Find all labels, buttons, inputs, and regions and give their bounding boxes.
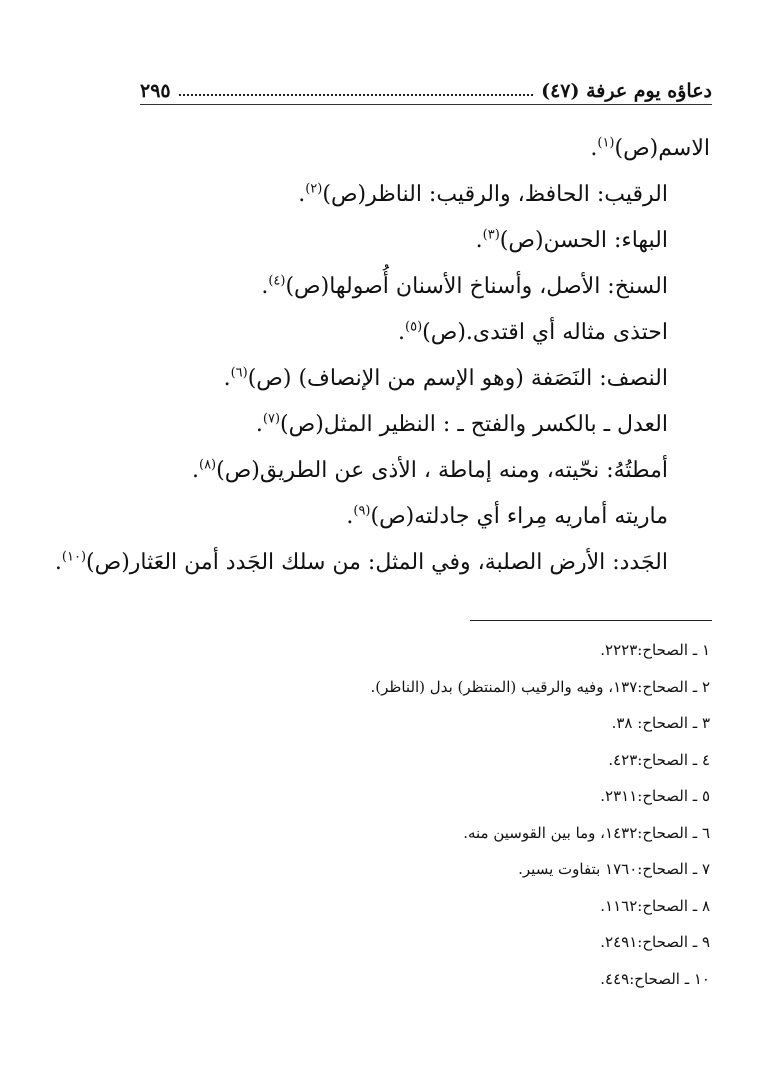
entry-text: احتذى مثاله أي اقتدى.(ص) [422,320,668,345]
footnote: ١ ـ الصحاح:٢٢٢٣. [600,641,710,659]
glossary-entry [130,310,710,356]
footnote-ref: (٨) [198,457,217,473]
footnote: ٥ ـ الصحاح:٢٣١١. [600,787,710,805]
entry-end: . [261,274,269,299]
glossary-entry [130,126,710,172]
glossary-entry [130,402,710,448]
header-rule [140,104,712,105]
glossary-entry [130,218,710,264]
footnote: ٣ ـ الصحاح: ٣٨. [611,714,710,732]
glossary-entry [130,172,710,218]
running-header [140,74,712,102]
entry-end: . [346,504,354,529]
entry-text: الاسم(ص) [614,136,710,161]
footnote: ٤ ـ الصحاح:٤٢٣. [608,750,710,769]
chapter-title: دعاؤه يوم عرفة (٤٧) [541,80,712,102]
dot-leader [179,93,533,96]
glossary-entry [130,264,710,310]
footnote-ref: (١٠) [61,549,87,565]
entry-end: . [298,182,306,207]
footnote-ref: (٧) [262,411,281,427]
entry-end: . [475,228,483,253]
footnote-ref: (١) [597,135,615,151]
footnote: ٩ ـ الصحاح:٢٤٩١. [600,933,710,951]
page-number: ٢٩٥ [140,80,171,102]
footnote-ref: (٥) [405,319,423,335]
footnotes [140,632,710,997]
footnote-separator [470,620,712,621]
entry-text: ماريته أماريه مِراء أي جادلته(ص) [370,504,668,529]
entry-text: النصف: النَصَفة (وهو الإسم من الإنصاف) (ص) [247,366,668,391]
entry-end: . [223,366,231,391]
entry-end: . [54,550,62,575]
entry-end: . [398,320,405,345]
footnote-ref: (٤) [268,273,286,289]
footnote-ref: (٩) [353,503,371,519]
glossary-entry [130,448,710,494]
footnote-ref: (٣) [482,227,500,243]
footnote: ٢ ـ الصحاح:١٣٧، وفيه والرقيب (المنتظر) بدل (الناظر). [370,677,710,696]
footnote: ٨ ـ الصحاح:١١٦٢. [600,896,710,915]
entry-text: العدل ـ بالكسر والفتح ـ : النظير المثل(ص) [280,412,668,437]
footnote: ١٠ ـ الصحاح:٤٤٩. [600,969,710,988]
entry-text: أمطتُهُ: نحّيته، ومنه إماطة ، الأذى عن الطريق(ص) [216,458,668,483]
glossary-entry [130,356,710,402]
footnote: ٦ ـ الصحاح:١٤٣٢، وما بين القوسين منه. [463,823,710,842]
entry-text: السنخ: الأصل، وأسناخ الأسنان أُصولها(ص) [285,274,668,299]
glossary-entries [54,126,710,586]
footnote: ٧ ـ الصحاح:١٧٦٠ بتفاوت يسير. [518,860,710,878]
glossary-entry [130,494,710,540]
entry-text: الجَدد: الأرض الصلبة، وفي المثل: من سلك الجَدد أمن العَثار(ص) [86,550,668,575]
entry-end: . [590,136,598,161]
entry-text: الرقيب: الحافظ، والرقيب: الناظر(ص) [322,182,668,207]
entry-text: البهاء: الحسن(ص) [499,228,668,253]
entry-end: . [255,412,263,437]
glossary-entry [54,540,710,586]
footnote-ref: (٦) [230,365,248,381]
entry-end: . [191,458,199,483]
footnote-ref: (٢) [305,181,323,197]
